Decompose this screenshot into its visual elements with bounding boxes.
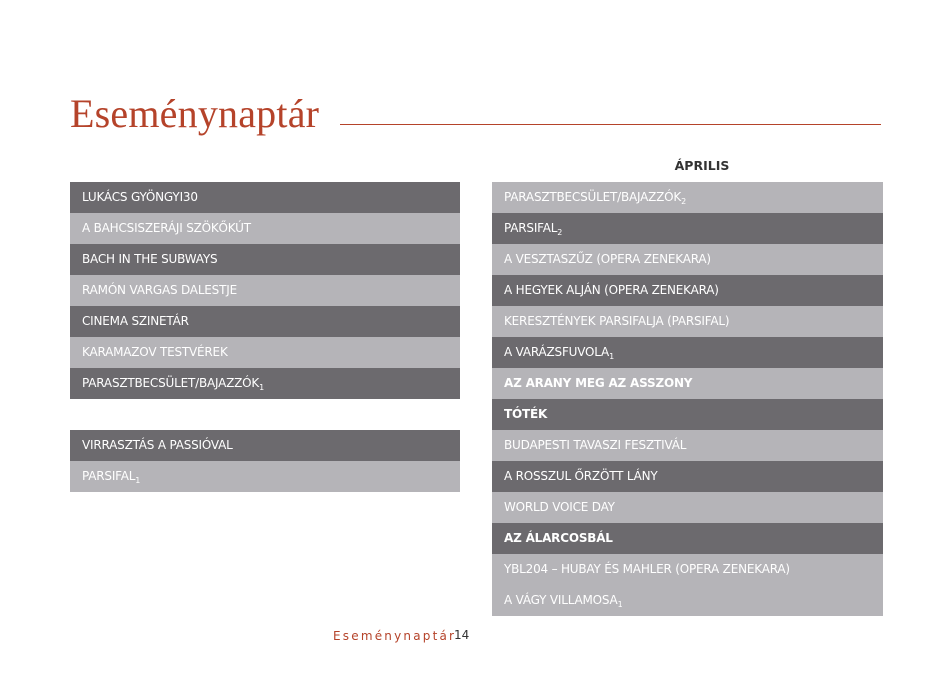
page-number: 14 xyxy=(454,628,470,642)
event-row xyxy=(492,337,883,368)
event-title: AZ ÁLARCOSBÁL xyxy=(504,531,613,545)
event-list-left-top xyxy=(70,182,460,399)
event-row xyxy=(492,306,883,337)
event-title: A VARÁZSFUVOLA xyxy=(504,345,610,359)
event-row xyxy=(70,306,460,337)
event-title: A VESZTASZŰZ (OPERA ZENEKARA) xyxy=(504,252,711,266)
event-title: A HEGYEK ALJÁN (OPERA ZENEKARA) xyxy=(504,283,719,297)
event-row xyxy=(70,430,460,461)
event-row xyxy=(70,368,460,399)
event-row xyxy=(492,523,883,554)
event-title: PARASZTBECSÜLET/BAJAZZÓK xyxy=(504,190,682,204)
event-title: WORLD VOICE DAY xyxy=(504,500,615,514)
event-row xyxy=(70,337,460,368)
event-row xyxy=(492,461,883,492)
event-row xyxy=(492,430,883,461)
event-row xyxy=(492,399,883,430)
event-performance-index: 2 xyxy=(681,197,686,206)
event-performance-index: 2 xyxy=(557,228,563,237)
event-title: PARSIFAL xyxy=(82,469,136,483)
event-title: CINEMA SZINETÁR xyxy=(82,314,189,328)
event-row xyxy=(492,213,883,244)
event-title: AZ ARANY MEG AZ ASSZONY xyxy=(504,376,693,390)
event-list-april xyxy=(492,182,883,616)
event-performance-index: 1 xyxy=(617,600,623,609)
event-row xyxy=(70,182,460,213)
event-title: A VÁGY VILLAMOSA xyxy=(504,593,618,607)
event-performance-index: 1 xyxy=(259,383,264,392)
event-title: TÓTÉK xyxy=(504,407,548,421)
event-row xyxy=(492,182,883,213)
event-title: A BAHCSISZERÁJI SZÖKŐKÚT xyxy=(82,221,251,235)
event-row xyxy=(70,213,460,244)
event-performance-index: 1 xyxy=(609,352,614,361)
event-title: YBL204 – HUBAY ÉS MAHLER (OPERA ZENEKARA) xyxy=(504,562,790,576)
event-row xyxy=(70,461,460,492)
event-title: VIRRASZTÁS A PASSIÓVAL xyxy=(82,438,233,452)
event-row xyxy=(492,275,883,306)
event-title: PARASZTBECSÜLET/BAJAZZÓK xyxy=(82,376,260,390)
footer-section-label: Eseménynaptár xyxy=(333,629,457,643)
event-title: RAMÓN VARGAS DALESTJE xyxy=(82,283,237,297)
event-row xyxy=(492,554,883,585)
event-row xyxy=(70,244,460,275)
month-heading: ÁPRILIS xyxy=(674,158,730,173)
event-title: A ROSSZUL ŐRZÖTT LÁNY xyxy=(504,469,658,483)
event-performance-index: 1 xyxy=(135,476,141,485)
event-row xyxy=(492,244,883,275)
event-row xyxy=(492,368,883,399)
event-title: KARAMAZOV TESTVÉREK xyxy=(82,345,228,359)
event-title: PARSIFAL xyxy=(504,221,558,235)
event-row xyxy=(492,492,883,523)
event-title: KERESZTÉNYEK PARSIFALJA (PARSIFAL) xyxy=(504,314,730,328)
event-title: LUKÁCS GYÖNGYI30 xyxy=(82,190,198,204)
event-list-left-bottom xyxy=(70,430,460,492)
event-title: BACH IN THE SUBWAYS xyxy=(82,252,218,266)
event-row xyxy=(70,275,460,306)
event-title: BUDAPESTI TAVASZI FESZTIVÁL xyxy=(504,438,687,452)
title-divider xyxy=(340,124,881,125)
event-row xyxy=(492,585,883,616)
page-title: Eseménynaptár xyxy=(70,91,320,136)
